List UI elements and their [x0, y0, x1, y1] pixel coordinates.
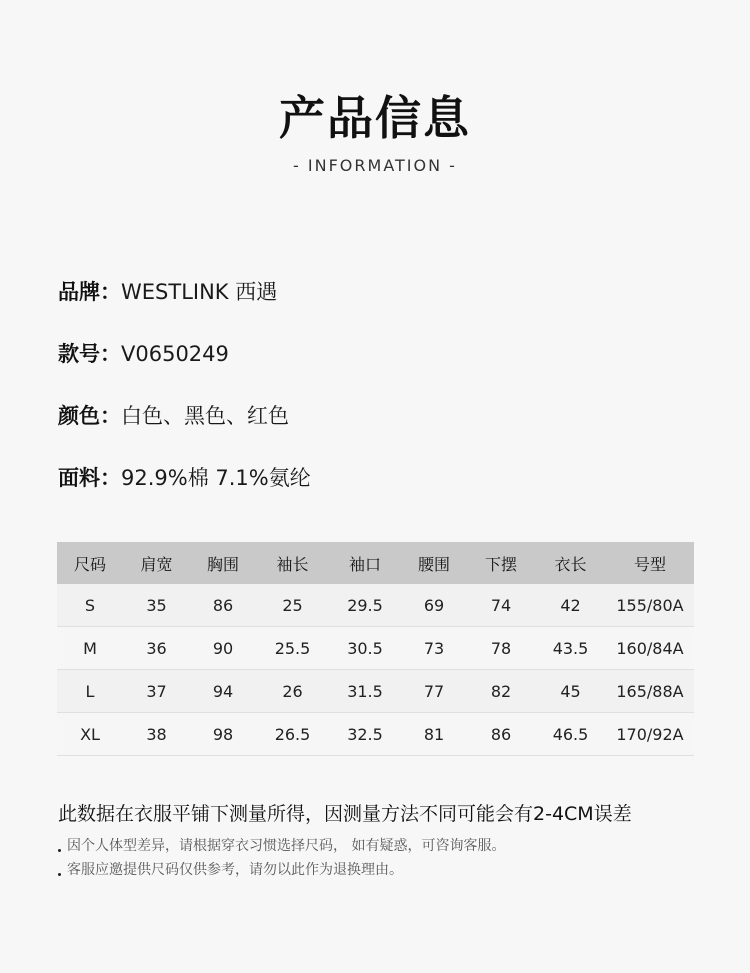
bullet-dot-icon — [58, 849, 61, 852]
table-cell: 73 — [401, 627, 467, 670]
table-cell: 25.5 — [256, 627, 329, 670]
table-cell: 43.5 — [535, 627, 606, 670]
table-cell: 170/92A — [606, 713, 694, 756]
info-value: 92.9%棉 7.1%氨纶 — [121, 466, 311, 490]
table-cell: 74 — [467, 584, 535, 627]
table-cell: 36 — [123, 627, 190, 670]
table-cell: 160/84A — [606, 627, 694, 670]
table-cell: 165/88A — [606, 670, 694, 713]
table-cell: 31.5 — [329, 670, 401, 713]
column-header: 胸围 — [190, 542, 256, 584]
table-cell: 90 — [190, 627, 256, 670]
table-cell: 26.5 — [256, 713, 329, 756]
table-header-row — [57, 542, 694, 584]
note-bullets — [58, 834, 738, 882]
table-cell: 69 — [401, 584, 467, 627]
column-header: 下摆 — [467, 542, 535, 584]
product-info-list — [58, 276, 311, 524]
table-cell: 98 — [190, 713, 256, 756]
table-cell: S — [57, 584, 123, 627]
table-cell: 81 — [401, 713, 467, 756]
info-value: 白色、黑色、红色 — [121, 404, 289, 428]
table-cell: 77 — [401, 670, 467, 713]
info-label: 颜色： — [58, 404, 121, 428]
table-row — [57, 584, 694, 627]
column-header: 尺码 — [57, 542, 123, 584]
column-header: 衣长 — [535, 542, 606, 584]
table-cell: 26 — [256, 670, 329, 713]
table-cell: 155/80A — [606, 584, 694, 627]
bullet-dot-icon — [58, 873, 61, 876]
column-header: 肩宽 — [123, 542, 190, 584]
column-header: 袖口 — [329, 542, 401, 584]
page-header — [0, 88, 750, 175]
column-header: 腰围 — [401, 542, 467, 584]
table-cell: 94 — [190, 670, 256, 713]
info-label: 面料： — [58, 466, 121, 490]
table-cell: 32.5 — [329, 713, 401, 756]
table-row — [57, 670, 694, 713]
table-cell: 30.5 — [329, 627, 401, 670]
info-value: WESTLINK 西遇 — [121, 280, 278, 304]
note-bullet-text: 客服应邀提供尺码仅供参考，请勿以此作为退换理由。 — [67, 862, 403, 878]
table-cell: 25 — [256, 584, 329, 627]
info-row-color — [58, 400, 311, 462]
table-cell: 82 — [467, 670, 535, 713]
table-cell: 29.5 — [329, 584, 401, 627]
column-header: 号型 — [606, 542, 694, 584]
size-table — [57, 542, 694, 756]
table-cell: 35 — [123, 584, 190, 627]
table-cell: M — [57, 627, 123, 670]
info-label: 款号： — [58, 342, 121, 366]
table-cell: 86 — [467, 713, 535, 756]
table-row — [57, 713, 694, 756]
table-cell: XL — [57, 713, 123, 756]
table-cell: 46.5 — [535, 713, 606, 756]
note-bullet-item — [58, 834, 738, 858]
page-subtitle: - INFORMATION - — [293, 156, 457, 175]
table-cell: 45 — [535, 670, 606, 713]
info-label: 品牌： — [58, 280, 121, 304]
info-row-fabric — [58, 462, 311, 524]
note-bullet-item — [58, 858, 738, 882]
info-row-brand — [58, 276, 311, 338]
measurement-disclaimer: 此数据在衣服平铺下测量所得，因测量方法不同可能会有2-4CM误差 — [58, 803, 632, 825]
table-cell: 78 — [467, 627, 535, 670]
page-title: 产品信息 — [279, 91, 471, 145]
column-header: 袖长 — [256, 542, 329, 584]
table-cell: 37 — [123, 670, 190, 713]
table-cell: 86 — [190, 584, 256, 627]
table-cell: 42 — [535, 584, 606, 627]
info-value: V0650249 — [121, 342, 229, 366]
table-row — [57, 627, 694, 670]
measurement-note — [58, 800, 738, 882]
table-cell: L — [57, 670, 123, 713]
info-row-style-number — [58, 338, 311, 400]
note-bullet-text: 因个人体型差异，请根据穿衣习惯选择尺码， 如有疑惑，可咨询客服。 — [67, 838, 506, 854]
table-cell: 38 — [123, 713, 190, 756]
